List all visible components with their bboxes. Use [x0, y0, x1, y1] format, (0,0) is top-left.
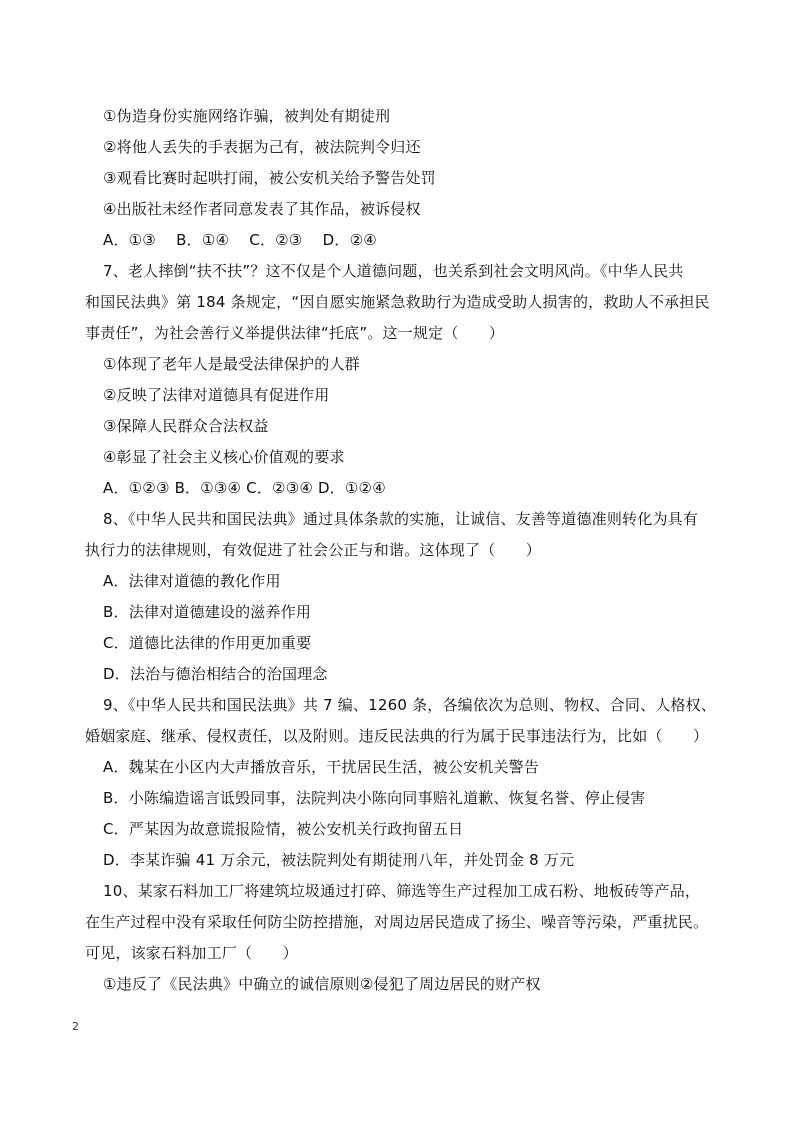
q8-option-c: C．道德比法律的作用更加重要 — [103, 634, 312, 652]
q7-stem-line-2: 和国民法典》第 184 条规定，“因自愿实施紧急救助行为造成受助人损害的，救助人不承担民 — [85, 293, 710, 311]
q9-stem-line-2: 婚姻家庭、继承、侵权责任，以及附则。违反民法典的行为属于民事违法行为，比如（ ） — [85, 727, 709, 745]
q6-answer-choices: A．①③ B．①④ C．②③ D．②④ — [103, 231, 377, 249]
q9-option-a: A．魏某在小区内大声播放音乐，干扰居民生活，被公安机关警告 — [103, 758, 540, 776]
q7-answer-choices: A．①②③ B．①③④ C．②③④ D．①②④ — [103, 479, 386, 497]
q6-option-3: ③观看比赛时起哄打闹，被公安机关给予警告处罚 — [103, 169, 436, 187]
q8-option-a: A．法律对道德的教化作用 — [103, 572, 281, 590]
q10-option-line-1: ①违反了《民法典》中确立的诚信原则②侵犯了周边居民的财产权 — [103, 975, 541, 993]
q8-stem-line-2: 执行力的法律规则，有效促进了社会公正与和谐。这体现了（ ） — [85, 541, 542, 559]
q9-stem-line-1: 9、《中华人民共和国民法典》共 7 编、1260 条，各编依次为总则、物权、合同、人格权、 — [103, 696, 717, 714]
q6-option-1: ①伪造身份实施网络诈骗，被判处有期徒刑 — [103, 107, 391, 125]
q7-option-2: ②反映了法律对道德具有促进作用 — [103, 386, 330, 404]
q7-option-3: ③保障人民群众合法权益 — [103, 417, 269, 435]
q9-option-c: C．严某因为故意谎报险情，被公安机关行政拘留五日 — [103, 820, 464, 838]
q7-stem-line-1: 7、老人摔倒“扶不扶”？这不仅是个人道德问题，也关系到社会文明风尚。《中华人民共 — [103, 262, 684, 280]
q9-option-d: D．李某诈骗 41 万余元，被法院判处有期徒刑八年，并处罚金 8 万元 — [103, 851, 575, 869]
q8-option-d: D．法治与德治相结合的治国理念 — [103, 665, 328, 683]
q7-stem-line-3: 事责任”，为社会善行义举提供法律“托底”。这一规定（ ） — [85, 324, 505, 342]
q10-stem-line-2: 在生产过程中没有采取任何防尘防控措施，对周边居民造成了扬尘、噪音等污染，严重扰民。 — [85, 913, 709, 931]
q6-option-4: ④出版社未经作者同意发表了其作品，被诉侵权 — [103, 200, 421, 218]
page-number: 2 — [72, 1020, 79, 1033]
q9-option-b: B．小陈编造谣言诋毁同事，法院判决小陈向同事赔礼道歉、恢复名誉、停止侵害 — [103, 789, 646, 807]
q10-stem-line-3: 可见，该家石料加工厂（ ） — [85, 944, 298, 962]
q7-option-4: ④彰显了社会主义核心价值观的要求 — [103, 448, 345, 466]
q6-option-2: ②将他人丢失的手表据为己有，被法院判令归还 — [103, 138, 421, 156]
q8-option-b: B．法律对道德建设的滋养作用 — [103, 603, 312, 621]
q10-stem-line-1: 10、某家石料加工厂将建筑垃圾通过打碎、筛选等生产过程加工成石粉、地板砖等产品， — [103, 882, 701, 900]
q7-option-1: ①体现了老年人是最受法律保护的人群 — [103, 355, 360, 373]
q8-stem-line-1: 8、《中华人民共和国民法典》通过具体条款的实施，让诚信、友善等道德准则转化为具有 — [103, 510, 699, 528]
